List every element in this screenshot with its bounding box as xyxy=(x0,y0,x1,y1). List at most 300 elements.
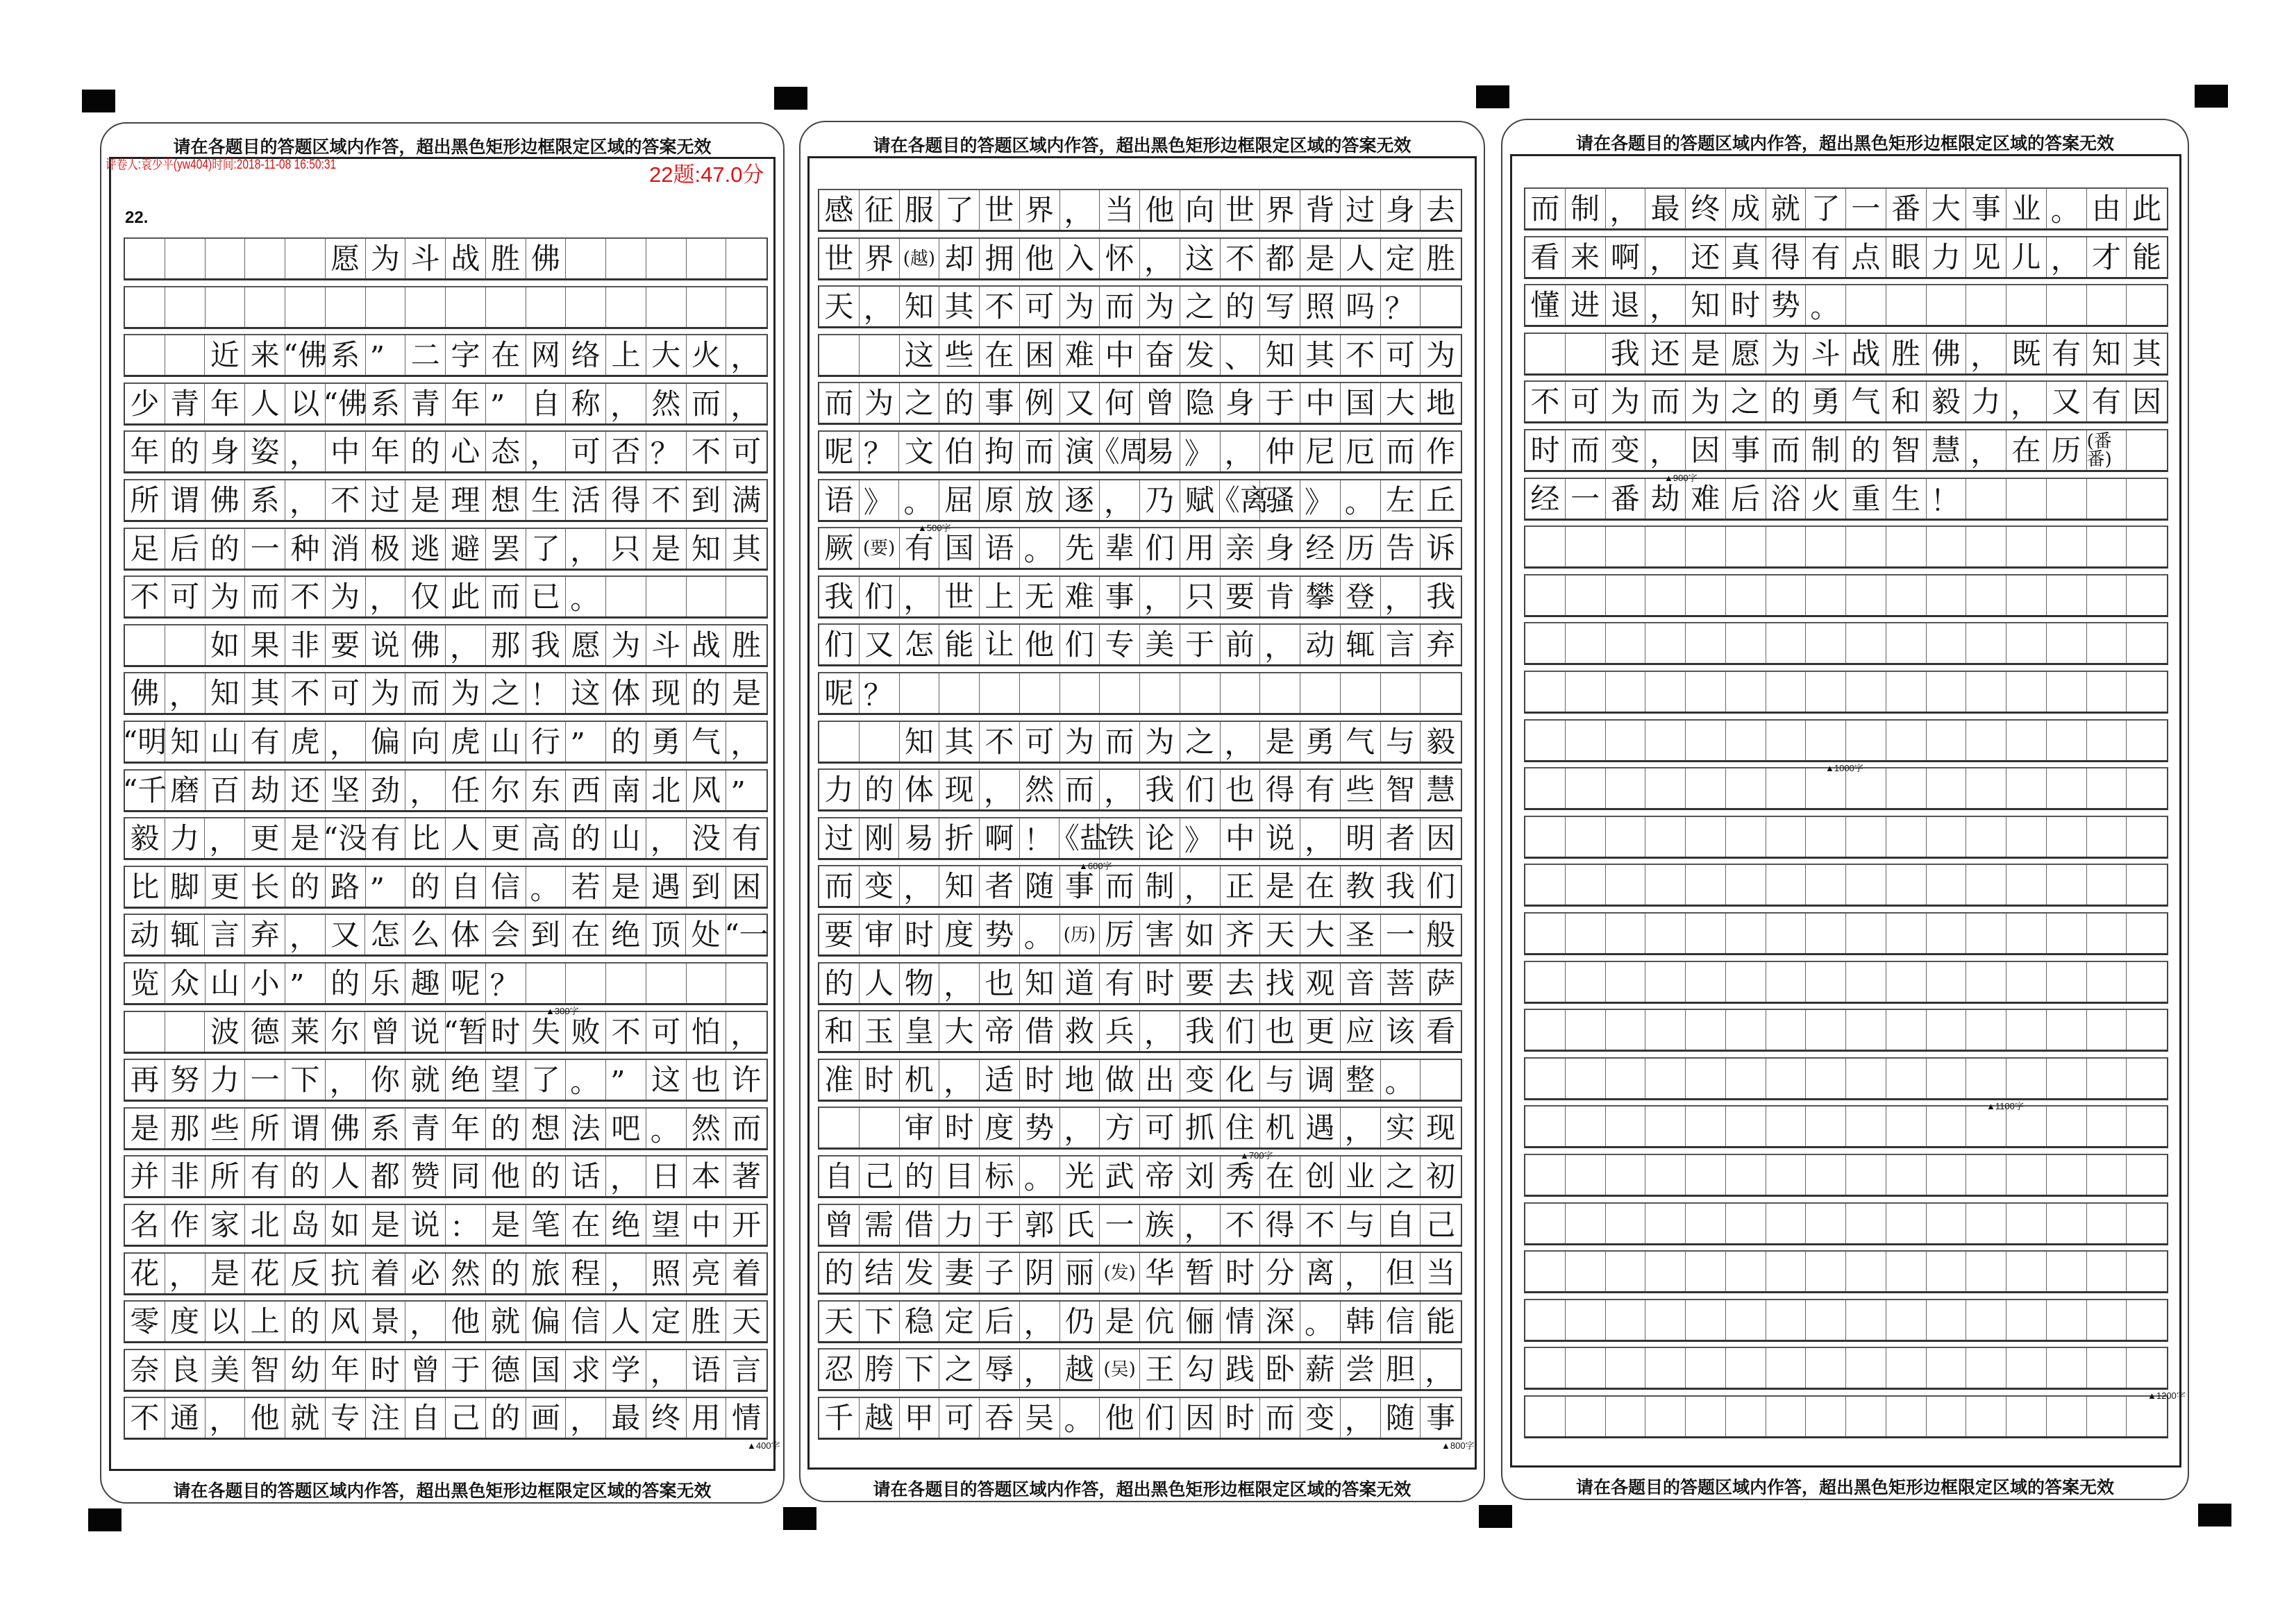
grid-cell: 劫 xyxy=(245,771,285,810)
grid-cell: 为 xyxy=(366,673,406,713)
grid-cell: 。 xyxy=(1806,285,1846,325)
grid-cell: 系 xyxy=(245,480,285,520)
grid-cell: 说 xyxy=(1260,818,1300,858)
grid-cell: 尝 xyxy=(1341,1349,1381,1389)
grid-cell: 之 xyxy=(1180,722,1221,762)
grid-cell: 法 xyxy=(566,1109,606,1148)
grid-cell: 方 xyxy=(1100,1108,1140,1147)
grid-cell xyxy=(1886,1010,1927,1050)
grid-cell xyxy=(1726,1397,1766,1436)
grid-cell: 所 xyxy=(245,1109,285,1148)
grid-cell xyxy=(2006,817,2047,857)
grid-cell xyxy=(1606,623,1646,663)
grid-cell: ， xyxy=(1341,1108,1381,1147)
grid-cell xyxy=(1966,1204,2006,1243)
grid-row xyxy=(1524,333,2168,376)
grid-cell: ， xyxy=(526,432,567,471)
grid-cell: ， xyxy=(1140,239,1180,278)
grid-cell: 吗 xyxy=(1341,287,1381,326)
grid-row xyxy=(818,768,1462,812)
grid-cell xyxy=(1221,673,1261,713)
grid-cell: 年 xyxy=(446,1109,486,1148)
grid-cell xyxy=(1966,1397,2006,1436)
grid-cell: 所 xyxy=(125,480,165,520)
grid-cell xyxy=(1606,575,1646,615)
grid-cell xyxy=(1566,1348,1606,1388)
grid-cell: 去 xyxy=(1221,964,1261,1003)
grid-cell xyxy=(646,239,687,278)
grid-cell xyxy=(1686,1107,1726,1146)
grid-cell: 时 xyxy=(860,1060,900,1100)
grid-cell xyxy=(1886,1059,1927,1098)
grid-cell: 时 xyxy=(486,1012,526,1052)
grid-cell: ， xyxy=(1180,1205,1221,1245)
grid-cell: 不 xyxy=(125,1398,165,1438)
grid-cell: 于 xyxy=(446,1350,486,1390)
grid-cell: 绝 xyxy=(606,1205,646,1245)
grid-cell: 为 xyxy=(606,625,646,665)
grid-cell: 行 xyxy=(526,722,567,762)
grid-cell: 们 xyxy=(1180,770,1221,809)
grid-row xyxy=(1524,574,2168,617)
grid-cell xyxy=(1566,1107,1606,1146)
grid-cell: 罢 xyxy=(486,529,526,569)
grid-cell: 离 xyxy=(1300,1253,1341,1293)
grid-cell: 必 xyxy=(405,1254,446,1293)
grid-cell: 原 xyxy=(980,480,1020,520)
grid-cell xyxy=(1645,914,1686,953)
grid-cell: 一 xyxy=(1100,1205,1140,1245)
grid-cell: 磨 xyxy=(165,771,206,810)
grid-cell: 和 xyxy=(1886,382,1927,421)
grid-cell xyxy=(1525,623,1566,663)
grid-cell: 知 xyxy=(1260,335,1300,375)
grid-cell: 辈 xyxy=(1100,528,1140,568)
grid-cell xyxy=(206,239,246,278)
grid-cell: 虎 xyxy=(285,722,326,762)
grid-cell: 审 xyxy=(860,915,900,955)
grid-cell: 劲 xyxy=(366,771,406,810)
grid-cell xyxy=(1606,527,1646,566)
grid-cell xyxy=(2047,1348,2087,1388)
grid-cell: 胆 xyxy=(1381,1349,1421,1389)
grid-cell xyxy=(1726,721,1766,760)
grid-cell: 如 xyxy=(1180,915,1221,955)
grid-cell: 时 xyxy=(900,915,940,955)
grid-cell xyxy=(2087,479,2127,519)
grid-cell xyxy=(1566,865,1606,905)
grid-cell: 年 xyxy=(125,432,165,471)
grid-cell xyxy=(1566,914,1606,953)
grid-cell: 于 xyxy=(1180,625,1221,664)
grid-cell: 的 xyxy=(405,432,446,471)
grid-cell: ， xyxy=(1100,770,1140,809)
grid-cell: 当 xyxy=(1426,1255,1456,1290)
grid-cell: 感 xyxy=(819,190,860,230)
grid-cell: 说 xyxy=(405,1012,446,1052)
grid-cell xyxy=(726,287,766,327)
grid-cell: 能 xyxy=(1426,1304,1456,1338)
grid-cell: 仅 xyxy=(405,577,446,616)
grid-cell: 浴 xyxy=(1766,479,1807,519)
grid-cell xyxy=(1686,527,1726,566)
grid-cell xyxy=(1525,1107,1566,1146)
grid-cell: 。 xyxy=(1381,1060,1421,1100)
grid-cell xyxy=(1566,1155,1606,1195)
grid-cell xyxy=(1846,721,1886,760)
grid-cell xyxy=(285,239,326,278)
grid-cell xyxy=(1927,672,1967,712)
grid-cell: 在 xyxy=(2006,430,2047,470)
grid-cell xyxy=(1686,1204,1726,1243)
grid-cell: 长 xyxy=(245,867,285,907)
grid-cell: 刚 xyxy=(860,818,900,858)
grid-cell xyxy=(245,239,285,278)
grid-cell xyxy=(1766,1397,1807,1436)
grid-cell: 语 xyxy=(819,480,860,520)
grid-cell: 世 xyxy=(1221,190,1261,230)
grid-cell: 亲 xyxy=(1221,528,1261,568)
grid-cell xyxy=(1686,1348,1726,1388)
grid-cell: 毅 xyxy=(125,818,165,858)
grid-cell xyxy=(1846,817,1886,857)
grid-cell xyxy=(1606,672,1646,712)
grid-row xyxy=(124,528,768,571)
grid-cell: 》 xyxy=(1180,432,1221,471)
grid-cell: 呢 xyxy=(819,432,860,471)
grid-cell: ， xyxy=(1020,1302,1060,1341)
grid-cell: 又 xyxy=(2047,382,2087,421)
grid-cell: 二 xyxy=(405,335,446,375)
grid-cell xyxy=(2087,914,2127,953)
grid-cell: 借 xyxy=(900,1205,940,1245)
grid-cell: 是 xyxy=(1686,334,1726,373)
grid-cell: 是 xyxy=(1260,866,1300,906)
grid-cell: 演 xyxy=(1059,432,1100,471)
grid-cell xyxy=(1686,1155,1726,1195)
grid-cell xyxy=(2087,1300,2127,1340)
grid-cell xyxy=(165,335,206,375)
grid-cell xyxy=(1525,865,1566,905)
grid-cell xyxy=(1726,1010,1766,1050)
grid-cell xyxy=(2127,1252,2167,1291)
grid-cell: 为 xyxy=(1426,337,1456,372)
grid-cell: 然 xyxy=(646,384,687,423)
grid-cell: 人 xyxy=(326,1157,366,1196)
grid-row xyxy=(818,189,1462,232)
grid-row xyxy=(124,1059,768,1102)
grid-cell: 而 xyxy=(1645,382,1686,421)
grid-cell: 顶 xyxy=(646,915,687,955)
grid-cell xyxy=(1886,1155,1927,1195)
grid-cell: 国 xyxy=(1341,383,1381,423)
grid-cell: 难 xyxy=(1060,577,1100,616)
grid-cell: 机 xyxy=(900,1060,940,1100)
grid-cell xyxy=(1766,1204,1807,1243)
grid-cell: 要 xyxy=(1221,577,1261,616)
registration-mark-top-center-right xyxy=(1476,85,1509,108)
grid-cell: 得 xyxy=(1260,770,1300,809)
grid-cell xyxy=(1606,721,1646,760)
grid-cell: 是 xyxy=(646,529,687,569)
grid-cell: 千 xyxy=(819,1398,860,1438)
grid-cell: 由 xyxy=(2087,189,2127,228)
grid-cell: 圣 xyxy=(1341,915,1381,955)
grid-cell: 易 xyxy=(1140,432,1180,471)
grid-cell xyxy=(1525,527,1566,566)
grid-cell: 们 xyxy=(1140,528,1180,568)
grid-row xyxy=(124,334,768,377)
word-count-marker: ▲400字 xyxy=(747,1440,780,1451)
grid-cell: 吞 xyxy=(980,1398,1020,1438)
grid-cell: 可 xyxy=(1381,335,1421,375)
grid-cell: 调 xyxy=(1300,1060,1341,1100)
grid-cell xyxy=(1927,1252,1967,1291)
grid-cell: 终 xyxy=(1686,189,1726,228)
grid-cell: 日 xyxy=(646,1157,687,1196)
grid-cell: 劫 xyxy=(1645,479,1686,519)
grid-cell: ， xyxy=(2006,382,2047,421)
grid-row xyxy=(124,1204,768,1247)
grid-cell: 山 xyxy=(486,722,526,762)
grid-cell: 趣 xyxy=(405,964,446,1003)
grid-cell: 自 xyxy=(819,1157,860,1196)
grid-cell: 尔 xyxy=(326,1012,366,1052)
grid-row xyxy=(124,817,768,860)
grid-cell: 更 xyxy=(245,818,285,858)
grid-cell xyxy=(526,287,567,327)
grid-cell: 中 xyxy=(1221,818,1261,858)
grid-cell xyxy=(1966,721,2006,760)
grid-cell: 着 xyxy=(732,1256,762,1290)
panel-notice-bottom: 请在各题目的答题区域内作答，超出黑色矩形边框限定区域的答案无效 xyxy=(873,1479,1411,1499)
grid-cell xyxy=(1260,673,1300,713)
grid-cell: 又 xyxy=(326,915,366,955)
grid-cell: 与 xyxy=(1341,1205,1381,1245)
grid-cell xyxy=(1525,914,1566,953)
grid-cell xyxy=(1726,962,1766,1002)
grid-cell: 时 xyxy=(366,1350,406,1390)
grid-cell xyxy=(1806,1107,1846,1146)
grid-cell xyxy=(2006,768,2047,808)
grid-cell: 这 xyxy=(566,673,606,713)
grid-cell xyxy=(1645,1107,1686,1146)
grid-cell: 见 xyxy=(1966,237,2006,277)
grid-cell: 动 xyxy=(125,915,165,955)
grid-cell: 的 xyxy=(326,964,366,1003)
grid-cell: 化 xyxy=(1221,1060,1261,1100)
grid-row xyxy=(818,914,1462,957)
grid-cell: 懂 xyxy=(1525,285,1566,325)
grid-cell: 变 xyxy=(1606,430,1646,470)
grid-cell: 然 xyxy=(446,1254,486,1293)
grid-cell: 武 xyxy=(1100,1157,1140,1196)
grid-cell: 番 xyxy=(1886,189,1927,228)
grid-cell xyxy=(2127,479,2167,519)
grid-cell: 过 xyxy=(1341,190,1381,230)
grid-cell: 慧 xyxy=(1927,430,1967,470)
grid-cell xyxy=(2127,1348,2167,1388)
grid-cell: 北 xyxy=(646,771,687,810)
grid-cell xyxy=(1421,1060,1461,1100)
grid-row xyxy=(124,237,768,280)
grid-cell: 丘 xyxy=(1426,482,1456,517)
grid-cell: 变 xyxy=(1300,1398,1341,1438)
grid-cell: 力 xyxy=(206,1060,246,1100)
grid-cell xyxy=(2127,1107,2167,1146)
grid-row xyxy=(818,1107,1462,1150)
grid-cell: ， xyxy=(2047,237,2087,277)
grid-row xyxy=(124,914,768,957)
grid-cell: 天 xyxy=(819,1302,860,1341)
grid-row xyxy=(1524,429,2168,472)
grid-cell xyxy=(326,287,366,327)
grid-cell: 度 xyxy=(980,1108,1020,1147)
grid-cell: 准 xyxy=(819,1060,860,1100)
grid-cell xyxy=(1686,1010,1726,1050)
grid-row xyxy=(1524,380,2168,423)
grid-cell: 年 xyxy=(326,1350,366,1390)
grid-cell xyxy=(2127,1204,2167,1243)
grid-cell xyxy=(486,287,526,327)
grid-cell: 抗 xyxy=(326,1254,366,1293)
grid-row xyxy=(818,382,1462,425)
grid-cell xyxy=(2006,285,2047,325)
grid-cell: 可 xyxy=(732,434,762,469)
grid-cell: 我 xyxy=(1426,579,1456,614)
grid-row xyxy=(124,721,768,764)
grid-cell: 的 xyxy=(687,673,727,713)
grid-cell: 话 xyxy=(566,1157,606,1196)
grid-cell: ， xyxy=(980,770,1020,809)
grid-cell: 的 xyxy=(285,867,326,907)
grid-cell: 得 xyxy=(1260,1205,1300,1245)
grid-cell: 可 xyxy=(939,1398,980,1438)
grid-cell: 秀 xyxy=(1221,1157,1261,1196)
grid-cell: 自 xyxy=(1381,1205,1421,1245)
grid-cell xyxy=(1525,1010,1566,1050)
grid-cell: 遇 xyxy=(1300,1108,1341,1147)
grid-cell xyxy=(2127,817,2167,857)
grid-row xyxy=(124,1107,768,1150)
grid-row xyxy=(1524,622,2168,665)
grid-cell: 。 xyxy=(2047,189,2087,228)
grid-cell: ， xyxy=(1966,334,2006,373)
grid-cell xyxy=(2127,865,2167,905)
grid-cell: 后 xyxy=(980,1302,1020,1341)
grid-cell: 信 xyxy=(486,867,526,907)
grid-cell: 满 xyxy=(732,482,762,517)
grid-cell: 只 xyxy=(1180,577,1221,616)
grid-cell: 登 xyxy=(1341,577,1381,616)
grid-cell xyxy=(2006,865,2047,905)
grid-cell: 气 xyxy=(1341,722,1381,762)
grid-cell: 而 xyxy=(687,384,727,423)
grid-cell: 了 xyxy=(526,1060,567,1100)
grid-cell: 种 xyxy=(285,529,326,569)
grid-cell: 而 xyxy=(732,1111,762,1145)
grid-cell: 我 xyxy=(1140,770,1180,809)
grid-cell: 而 xyxy=(1525,189,1566,228)
grid-cell: ” xyxy=(366,335,406,375)
grid-cell: 可 xyxy=(1566,382,1606,421)
grid-cell xyxy=(1927,1348,1967,1388)
grid-cell: 亮 xyxy=(687,1254,727,1293)
grid-cell xyxy=(1806,721,1846,760)
grid-cell: 。 xyxy=(1020,915,1060,955)
grid-cell: 有 xyxy=(2087,382,2127,421)
grid-cell: 景 xyxy=(366,1302,406,1341)
grid-cell: 大 xyxy=(939,1011,980,1051)
grid-cell: 因 xyxy=(1426,821,1456,855)
grid-cell: 下 xyxy=(285,1060,326,1100)
grid-cell: 审 xyxy=(900,1108,940,1147)
grid-cell: 胯 xyxy=(860,1349,900,1389)
grid-cell: 要 xyxy=(1180,964,1221,1003)
grid-cell xyxy=(125,1012,165,1052)
grid-cell: 得 xyxy=(606,480,646,520)
grid-row xyxy=(818,334,1462,377)
grid-cell xyxy=(1726,672,1766,712)
grid-cell: 者 xyxy=(1381,818,1421,858)
grid-cell: 信 xyxy=(1381,1302,1421,1341)
grid-cell: 人 xyxy=(606,1302,646,1341)
grid-cell: 。 xyxy=(566,1060,606,1100)
grid-cell xyxy=(2127,527,2167,566)
grid-cell: 我 xyxy=(1606,334,1646,373)
grid-cell: ？ xyxy=(486,964,526,1003)
grid-cell xyxy=(1766,1010,1807,1050)
grid-cell xyxy=(1645,1348,1686,1388)
grid-cell xyxy=(1645,1010,1686,1050)
grid-cell: ， xyxy=(285,480,326,520)
grid-cell xyxy=(606,964,646,1003)
grid-cell: ， xyxy=(446,625,486,665)
grid-cell xyxy=(165,239,206,278)
grid-cell: 吧 xyxy=(606,1109,646,1148)
grid-cell xyxy=(1645,1300,1686,1340)
grid-cell xyxy=(860,1108,900,1147)
grid-cell: 就 xyxy=(285,1398,326,1438)
grid-cell: 背 xyxy=(1300,190,1341,230)
grid-cell: 不 xyxy=(1525,382,1566,421)
grid-cell: 么 xyxy=(405,915,446,955)
grid-cell: 著 xyxy=(732,1159,762,1193)
grid-cell: 的 xyxy=(606,722,646,762)
grid-cell: 愿 xyxy=(1726,334,1766,373)
grid-cell: 时 xyxy=(1525,430,1566,470)
grid-cell xyxy=(2006,527,2047,566)
grid-cell xyxy=(860,335,900,375)
grid-cell: 光 xyxy=(1060,1157,1100,1196)
grid-cell xyxy=(1686,721,1726,760)
grid-cell: 是 xyxy=(486,1205,526,1245)
grid-cell xyxy=(1726,1300,1766,1340)
grid-cell: 那 xyxy=(165,1109,206,1148)
grid-cell xyxy=(1846,623,1886,663)
grid-cell: 事 xyxy=(1966,189,2006,228)
grid-cell: 许 xyxy=(732,1062,762,1097)
grid-cell: 因 xyxy=(2132,384,2162,419)
grid-cell: ， xyxy=(1140,577,1180,616)
grid-cell: 、 xyxy=(1221,335,1261,375)
grid-cell: 玉 xyxy=(860,1011,900,1051)
grid-cell: 甲 xyxy=(900,1398,940,1438)
grid-cell xyxy=(1606,1204,1646,1243)
grid-row xyxy=(124,866,768,909)
grid-cell: 活 xyxy=(566,480,606,520)
panel-notice-top: 请在各题目的答题区域内作答，超出黑色矩形边框限定区域的答案无效 xyxy=(173,137,712,157)
